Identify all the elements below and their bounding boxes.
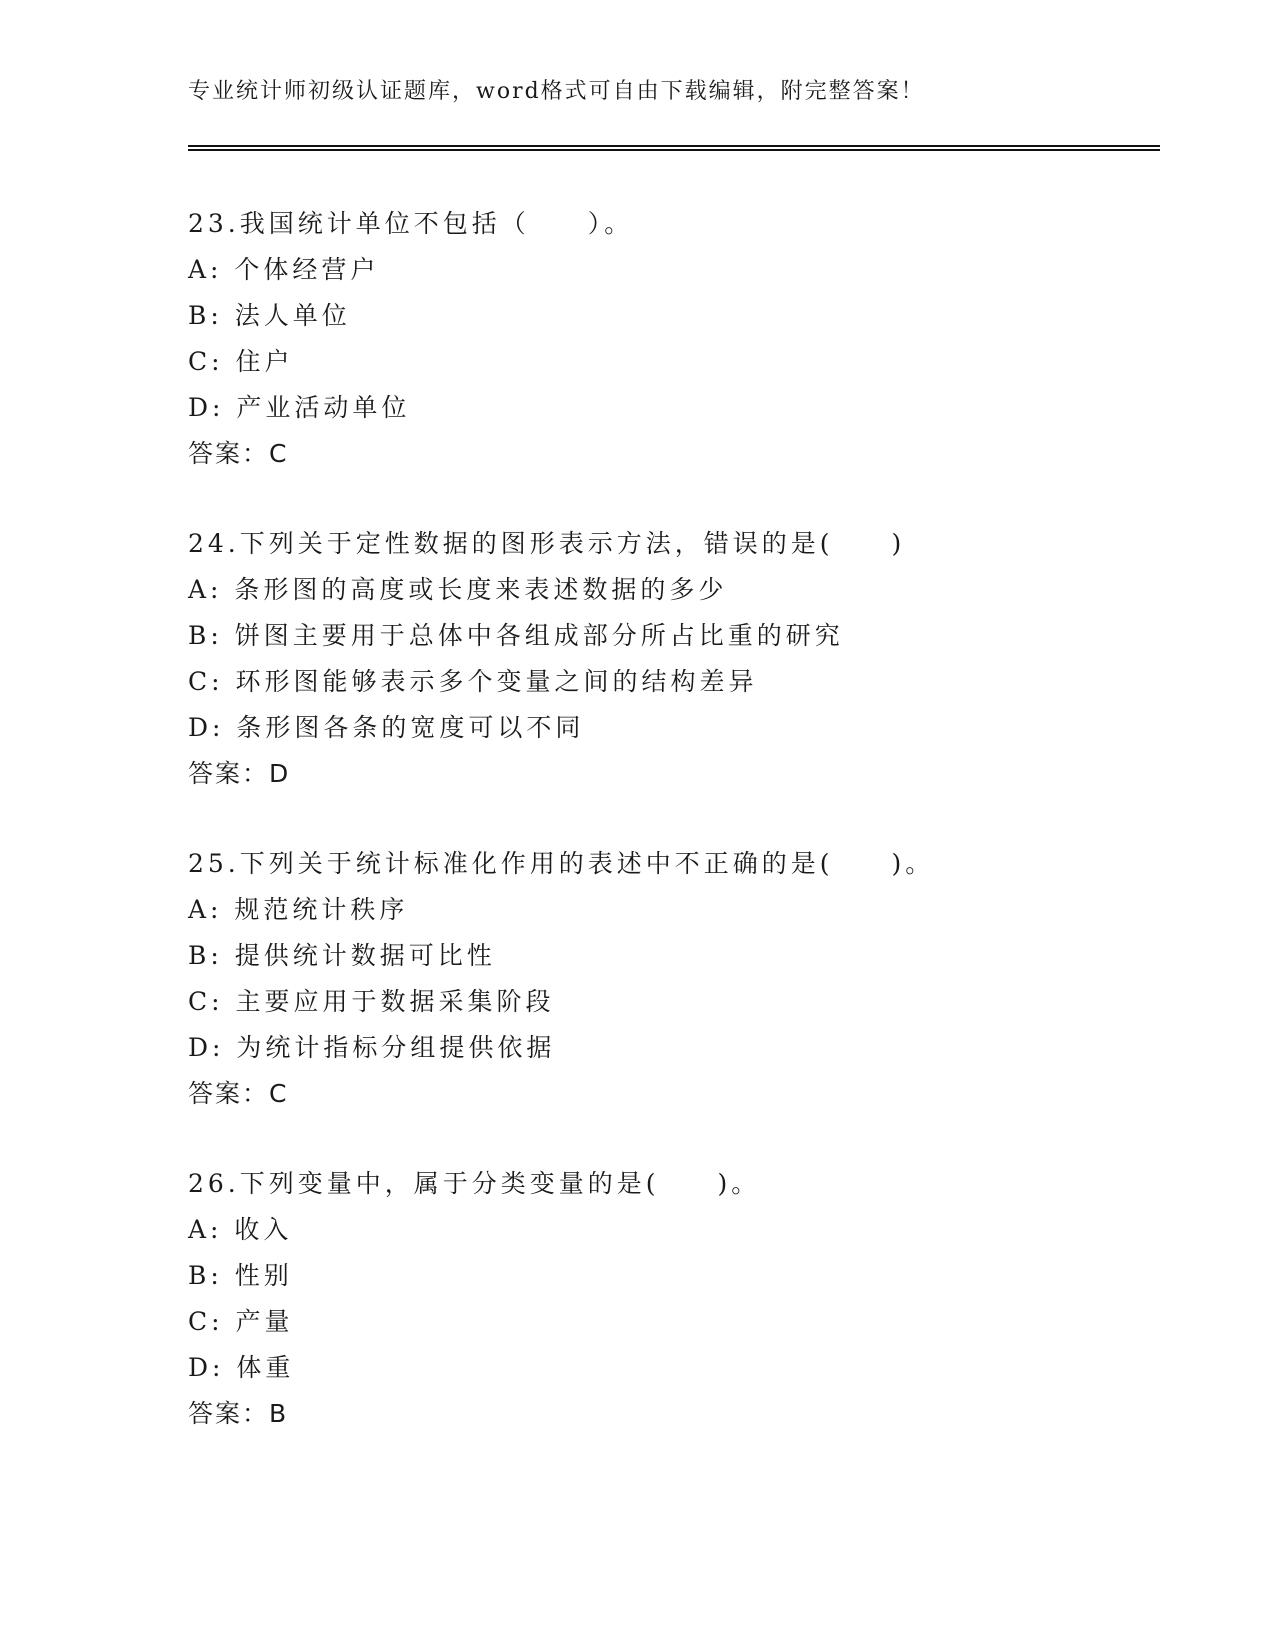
option-c: C: 环形图能够表示多个变量之间的结构差异 bbox=[188, 667, 758, 696]
question-stem: 23.我国统计单位不包括（ ）。 bbox=[188, 209, 634, 238]
option-b: B: 提供统计数据可比性 bbox=[188, 941, 496, 970]
option-a: A: 规范统计秩序 bbox=[188, 895, 409, 924]
header-divider bbox=[188, 145, 1160, 151]
document-header: 专业统计师初级认证题库，word格式可自由下载编辑，附完整答案！ bbox=[188, 79, 925, 104]
question-stem: 25.下列关于统计标准化作用的表述中不正确的是( )。 bbox=[188, 849, 935, 878]
option-d: D: 体重 bbox=[188, 1353, 295, 1382]
question-26 bbox=[188, 1161, 1168, 1437]
option-a: A: 个体经营户 bbox=[188, 255, 380, 284]
question-24 bbox=[188, 521, 1168, 797]
option-c: C: 产量 bbox=[188, 1307, 294, 1336]
answer: 答案：C bbox=[188, 1079, 289, 1108]
question-25 bbox=[188, 841, 1168, 1117]
answer: 答案：B bbox=[188, 1399, 289, 1428]
option-c: C: 住户 bbox=[188, 347, 294, 376]
answer: 答案：D bbox=[188, 759, 291, 788]
option-b: B: 饼图主要用于总体中各组成部分所占比重的研究 bbox=[188, 621, 844, 650]
option-d: D: 条形图各条的宽度可以不同 bbox=[188, 713, 585, 742]
answer: 答案：C bbox=[188, 439, 289, 468]
question-23 bbox=[188, 201, 1168, 477]
option-c: C: 主要应用于数据采集阶段 bbox=[188, 987, 555, 1016]
option-a: A: 收入 bbox=[188, 1215, 293, 1244]
question-stem: 26.下列变量中，属于分类变量的是( )。 bbox=[188, 1169, 761, 1198]
option-b: B: 法人单位 bbox=[188, 301, 351, 330]
question-stem: 24.下列关于定性数据的图形表示方法，错误的是( ) bbox=[188, 529, 906, 558]
option-a: A: 条形图的高度或长度来表述数据的多少 bbox=[188, 575, 728, 604]
option-d: D: 产业活动单位 bbox=[188, 393, 411, 422]
option-d: D: 为统计指标分组提供依据 bbox=[188, 1033, 556, 1062]
option-b: B: 性别 bbox=[188, 1261, 293, 1290]
